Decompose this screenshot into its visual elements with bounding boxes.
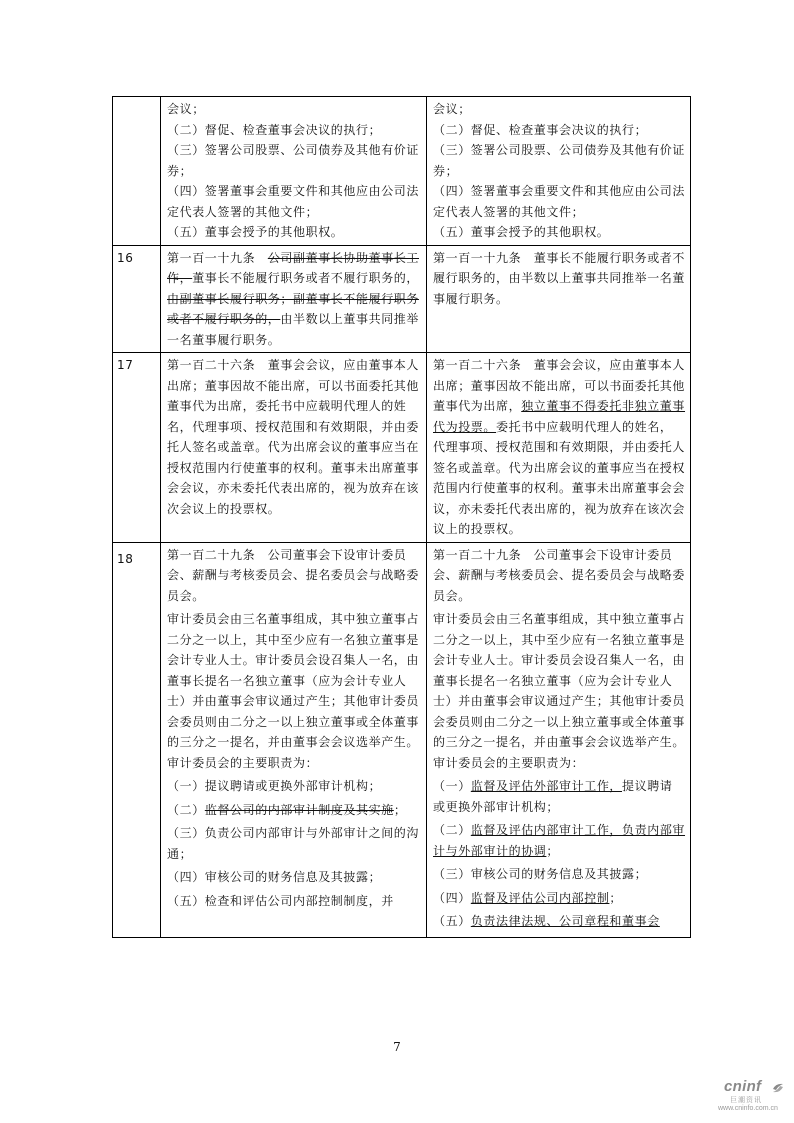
clause-text: 第一百一十九条 董事长不能履行职务或者不履行职务的，由半数以上董事共同推举一名董事履行职务。 bbox=[433, 250, 686, 306]
inserted-text: 独立董事不得委托非独立董事代为投票。 bbox=[433, 399, 686, 434]
clause-paragraph bbox=[433, 99, 685, 120]
table-row bbox=[113, 97, 691, 246]
clause-paragraph bbox=[433, 864, 685, 885]
original-text-cell bbox=[161, 353, 427, 543]
inserted-text: 负责法律法规、公司章程和董事会 bbox=[470, 914, 660, 928]
clause-paragraph bbox=[433, 140, 685, 181]
clause-text: 会议； bbox=[167, 102, 205, 116]
clause-paragraph bbox=[167, 140, 421, 181]
row-number: 17 bbox=[113, 353, 161, 543]
clause-text: 第一百二十九条 公司董事会下设审计委员会、薪酬与考核委员会、提名委员会与战略委员会。 bbox=[167, 547, 420, 603]
row-number: 18 bbox=[113, 542, 161, 937]
comparison-table bbox=[112, 96, 691, 938]
logo-chinese-name: 巨潮资讯 bbox=[730, 1096, 762, 1104]
table-row bbox=[113, 245, 691, 353]
clause-text: 会议； bbox=[433, 102, 471, 116]
clause-paragraph bbox=[167, 609, 421, 773]
clause-paragraph bbox=[433, 545, 685, 607]
row-number bbox=[113, 97, 161, 246]
clause-paragraph bbox=[433, 181, 685, 222]
clause-text: ； bbox=[546, 843, 560, 858]
clause-text: 审计委员会由三名董事组成，其中独立董事占二分之一以上，其中至少应有一名独立董事是会计专业人士。审计委员会设召集人一名，由董事长提名一名独立董事（应为会计专业人士）并由董事会审议通过产生；其他审计委员会委员则由二分之一以上独立董事或全体董事的三分之一提名，并由董事会会议选举产生。审计委员会的主要职责为： bbox=[167, 612, 420, 770]
clause-text: 委托书中应载明代理人的姓名，代理事项、授权范围和有效期限，并由委托人签名或盖章。代为出席会议的董事应当在授权范围内行使董事的权利。董事未出席董事会会议，亦未委托代表出席的，视为放弃在该次会议上的投票权。 bbox=[433, 419, 686, 536]
original-text-cell bbox=[161, 245, 427, 353]
row-number: 16 bbox=[113, 245, 161, 353]
clause-text: （二） bbox=[433, 823, 471, 837]
clause-paragraph bbox=[433, 776, 685, 817]
revised-text-cell bbox=[427, 245, 691, 353]
clause-text: ； bbox=[393, 802, 407, 817]
clause-text: 审计委员会由三名董事组成，其中独立董事占二分之一以上，其中至少应有一名独立董事是会计专业人士。审计委员会设召集人一名，由董事长提名一名独立董事（应为会计专业人士）并由董事会审议通过产生；其他审计委员会委员则由二分之一以上独立董事或全体董事的三分之一提名，并由董事会会议选举产生。审计委员会的主要职责为： bbox=[433, 612, 686, 770]
clause-paragraph bbox=[167, 248, 421, 351]
clause-paragraph bbox=[433, 888, 685, 909]
clause-text: （四）签署董事会重要文件和其他应由公司法定代表人签署的其他文件； bbox=[167, 184, 420, 219]
clause-text: （一）提议聘请或更换外部审计机构； bbox=[167, 779, 382, 793]
clause-text: （五）董事会授予的其他职权。 bbox=[433, 225, 610, 239]
clause-text: ； bbox=[609, 890, 623, 905]
clause-text: （三）审核公司的财务信息及其披露； bbox=[433, 867, 648, 881]
clause-paragraph bbox=[167, 867, 421, 888]
clause-text: （四）审核公司的财务信息及其披露； bbox=[167, 870, 382, 884]
clause-paragraph bbox=[433, 911, 685, 932]
deleted-text: 公司副董事长协助董事长工作， bbox=[167, 250, 420, 285]
clause-text: 第一百一十九条 bbox=[167, 250, 268, 265]
clause-paragraph bbox=[167, 222, 421, 243]
clause-paragraph bbox=[433, 609, 685, 773]
clause-text: （四） bbox=[433, 890, 471, 905]
clause-text: 董事长不能履行职务或者不履行职务的， bbox=[192, 271, 420, 285]
clause-text: （三）签署公司股票、公司债券及其他有价证券； bbox=[433, 143, 686, 178]
clause-text: （二）督促、检查董事会决议的执行； bbox=[167, 122, 382, 137]
logo-swirl-icon bbox=[770, 1080, 786, 1096]
clause-paragraph bbox=[433, 355, 685, 540]
clause-paragraph bbox=[167, 181, 421, 222]
table-row bbox=[113, 353, 691, 543]
deleted-text: 监督公司的内部审计制度及其实施 bbox=[204, 802, 394, 817]
clause-text: （四）签署董事会重要文件和其他应由公司法定代表人签署的其他文件； bbox=[433, 184, 686, 219]
logo-text: cninf bbox=[724, 1078, 762, 1095]
inserted-text: 监督及评估公司内部控制 bbox=[470, 890, 610, 905]
inserted-text: 监督及评估外部审计工作， bbox=[470, 779, 623, 793]
revised-text-cell bbox=[427, 97, 691, 246]
inserted-text: 监督及评估内部审计工作，负责内部审计与外部审计的协调 bbox=[433, 823, 686, 858]
clause-text: （三）负责公司内部审计与外部审计之间的沟通； bbox=[167, 826, 420, 861]
original-text-cell bbox=[161, 542, 427, 937]
clause-text: （二）督促、检查董事会决议的执行； bbox=[433, 122, 648, 137]
clause-paragraph bbox=[167, 545, 421, 607]
logo-url: www.cninfo.com.cn bbox=[718, 1105, 778, 1112]
clause-paragraph bbox=[167, 823, 421, 864]
clause-paragraph bbox=[433, 248, 685, 310]
clause-paragraph bbox=[433, 222, 685, 243]
clause-text: （三）签署公司股票、公司债券及其他有价证券； bbox=[167, 143, 420, 178]
clause-paragraph bbox=[167, 776, 421, 797]
clause-text: 提议聘请或更换外部审计机构； bbox=[433, 779, 673, 814]
clause-text: 由半数以上董事共同推举一名董事履行职务。 bbox=[167, 312, 420, 347]
revised-text-cell bbox=[427, 542, 691, 937]
clause-text: 第一百二十九条 公司董事会下设审计委员会、薪酬与考核委员会、提名委员会与战略委员会。 bbox=[433, 547, 686, 603]
original-text-cell bbox=[161, 97, 427, 246]
deleted-text: 由副董事长履行职务；副董事长不能履行职务或者不履行职务的， bbox=[167, 291, 420, 326]
page-number: 7 bbox=[393, 1040, 401, 1054]
clause-paragraph bbox=[167, 355, 421, 519]
clause-text: （一） bbox=[433, 779, 471, 793]
clause-text: （五）董事会授予的其他职权。 bbox=[167, 225, 344, 239]
clause-paragraph bbox=[167, 891, 421, 912]
clause-text: 第一百二十六条 董事会会议，应由董事本人出席；董事因故不能出席，可以书面委托其他董事代为出席， bbox=[433, 358, 686, 413]
clause-paragraph bbox=[167, 120, 421, 141]
clause-paragraph bbox=[433, 820, 685, 861]
clause-paragraph bbox=[167, 800, 421, 821]
revised-text-cell bbox=[427, 353, 691, 543]
clause-text: （五） bbox=[433, 914, 471, 928]
clause-text: （五）检查和评估公司内部控制制度，并 bbox=[167, 893, 394, 908]
clause-paragraph bbox=[433, 120, 685, 141]
clause-text: （二） bbox=[167, 802, 205, 817]
cninfo-logo bbox=[706, 1078, 792, 1118]
clause-paragraph bbox=[167, 99, 421, 120]
clause-text: 第一百二十六条 董事会会议，应由董事本人出席；董事因故不能出席，可以书面委托其他董事代为出席，委托书中应载明代理人的姓名，代理事项、授权范围和有效期限，并由委托人签名或盖章。代为出席会议的董事应当在授权范围内行使董事的权利。董事未出席董事会会议，亦未委托代表出席的，视为放弃在该次会议上的投票权。 bbox=[167, 358, 420, 516]
table-row bbox=[113, 542, 691, 937]
